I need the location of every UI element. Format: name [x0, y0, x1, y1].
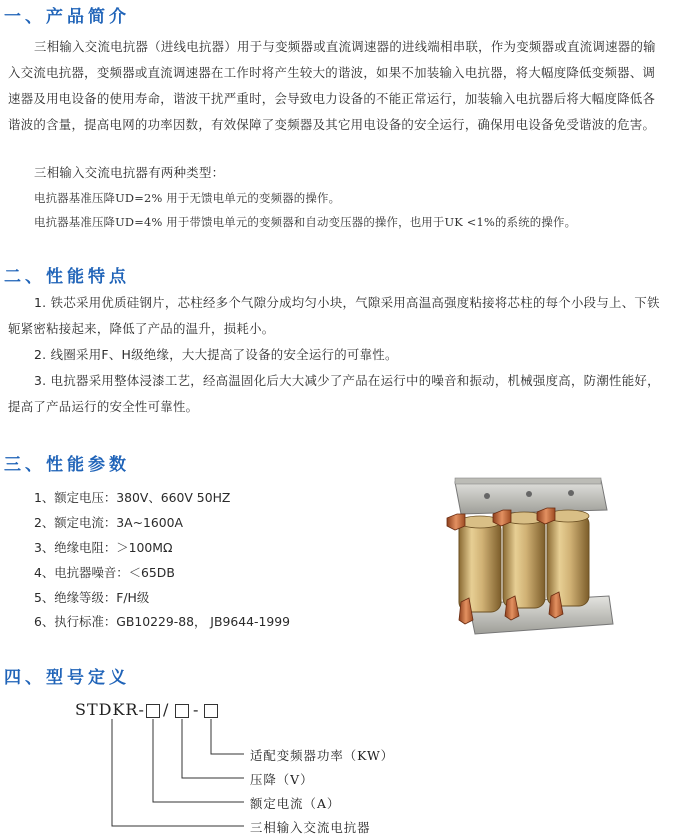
types-intro: 三相输入交流电抗器有两种类型： — [34, 165, 225, 180]
model-separator: - — [193, 700, 199, 719]
section-title-intro: 一、产品简介 — [4, 7, 130, 27]
param-item: 4、电抗器噪音：＜65DB — [34, 565, 175, 580]
param-item: 3、绝缘电阻：＞100MΩ — [34, 540, 173, 555]
legend-reactor-type: 三相输入交流电抗器 — [250, 820, 371, 835]
feature-item: 2. 线圈采用F、H级绝缘，大大提高了设备的安全运行的可靠性。 — [34, 347, 398, 362]
legend-voltage-drop: 压降（V） — [250, 772, 314, 787]
legend-power: 适配变频器功率（KW） — [250, 748, 395, 763]
type-ud4: 电抗器基准压降UD=4% 用于带馈电单元的变频器和自动变压器的操作，也用于UK <1%的系统的操作。 — [34, 215, 577, 229]
section-title-features: 二、性能特点 — [4, 267, 130, 287]
param-item: 2、额定电流：3A~1600A — [34, 515, 183, 530]
feature-item: 1. 铁芯采用优质硅钢片，芯柱经多个气隙分成均匀小块，气隙采用高温高强度粘接将芯柱的每个小段与上、下铁轭紧密粘接起来，降低了产品的温升，损耗小。 — [8, 295, 660, 336]
section-title-params: 三、性能参数 — [4, 455, 130, 475]
param-item: 1、额定电压：380V、660V 50HZ — [34, 490, 231, 505]
feature-item: 3. 电抗器采用整体浸漆工艺，经高温固化后大大减少了产品在运行中的噪音和振动，机械强度高，防潮性能好，提高了产品运行的安全性可靠性。 — [8, 373, 660, 414]
param-item: 6、执行标准：GB10229-88， JB9644-1999 — [34, 614, 291, 629]
intro-paragraph: 三相输入交流电抗器（进线电抗器）用于与变频器或直流调速器的进线端相串联，作为变频器或直流调速器的输入交流电抗器，变频器或直流调速器在工作时将产生较大的谐波，如果不加装输入电抗器，将大幅度降低变频器、调速器及用电设备的使用寿命，谐波干扰严重时，会导致电力设备的不能正常运行，加装输入电抗器后将大幅度降低各谐波的含量，提高电网的功率因数，有效保障了变频器及其它用电设备的安全运行，确保用电设备免受谐波的危害。 — [8, 39, 656, 132]
type-ud2: 电抗器基准压降UD=2% 用于无馈电单元的变频器的操作。 — [34, 191, 341, 205]
legend-current: 额定电流（A） — [250, 796, 341, 811]
section-title-model: 四、型号定义 — [4, 668, 130, 688]
model-separator: / — [163, 700, 169, 719]
model-prefix: STDKR- — [75, 700, 145, 719]
param-item: 5、绝缘等级：F/H级 — [34, 590, 150, 605]
